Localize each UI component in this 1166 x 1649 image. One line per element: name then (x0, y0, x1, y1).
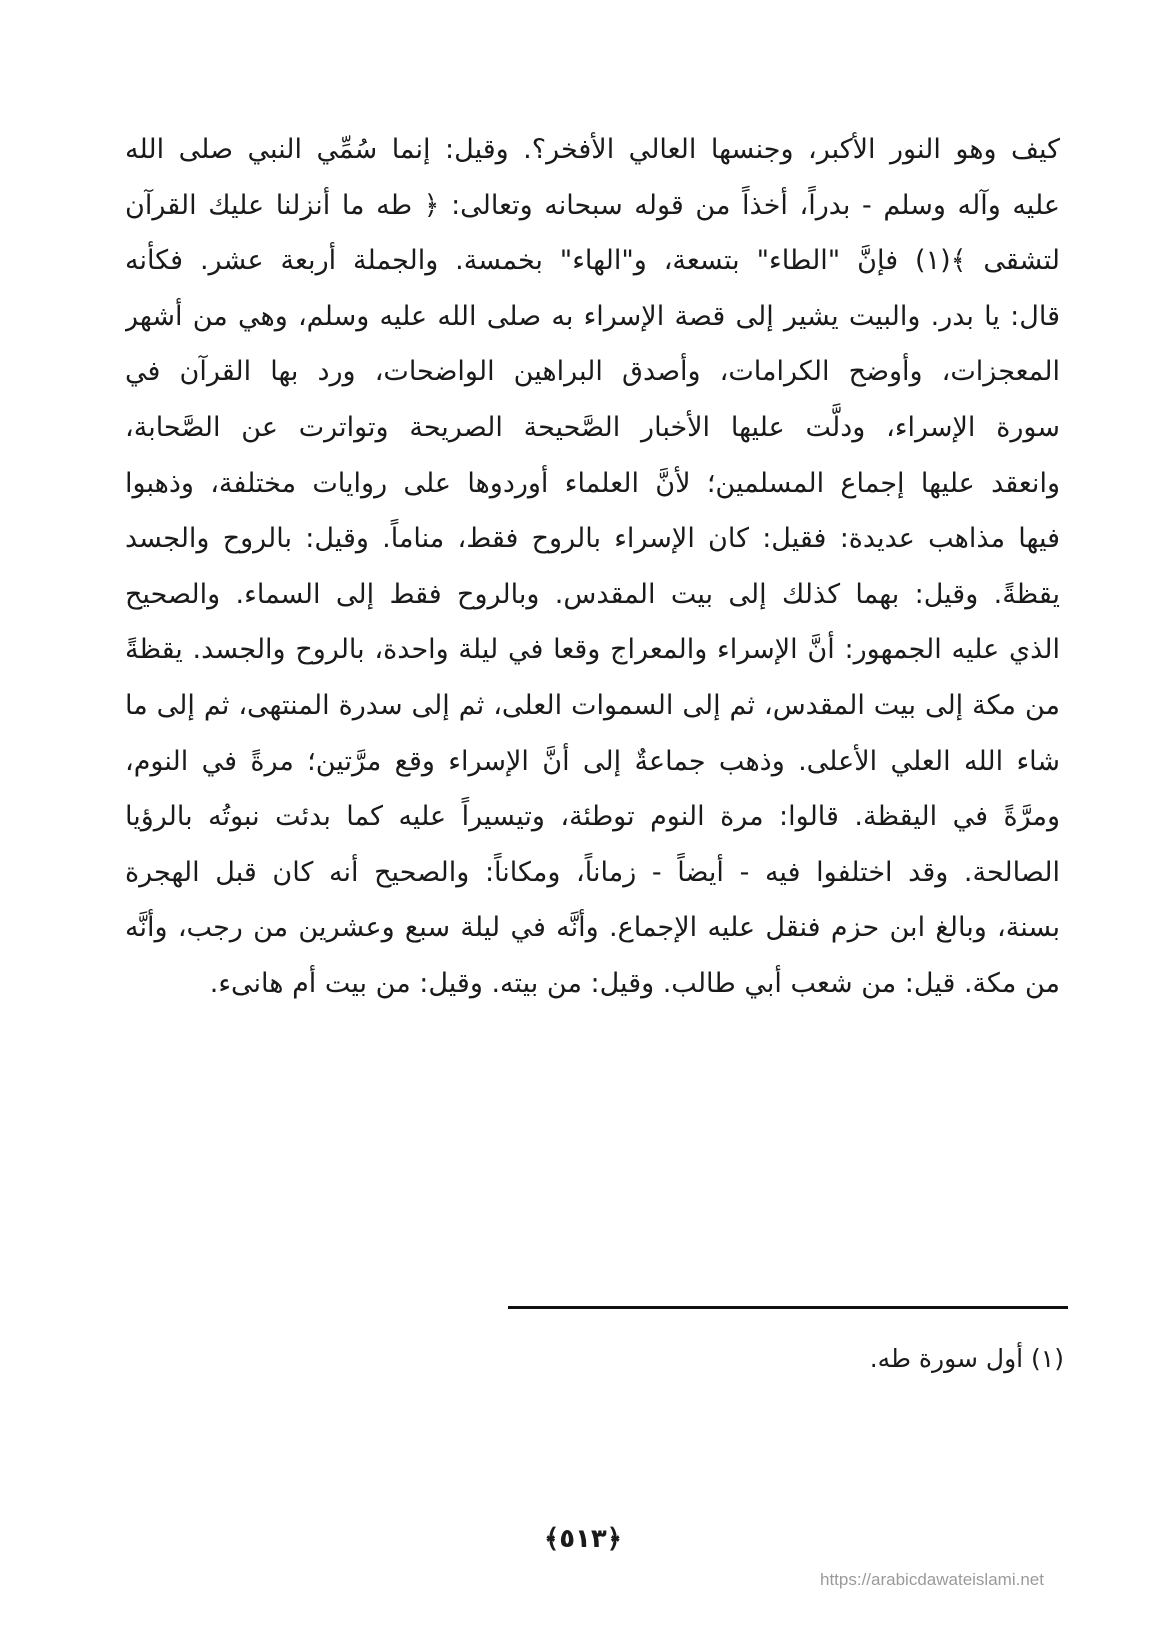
footnote-separator (508, 1306, 1068, 1309)
text-line: شاء الله العلي الأعلى. وذهب جماعةٌ إلى أنَّ الإسراء وقع مرَّتين؛ مرةً في النوم، (125, 745, 1060, 777)
page-number: ﴿٥١٣﴾ (543, 1524, 623, 1554)
text-line: كيف وهو النور الأكبر، وجنسها العالي الأفخر؟. وقيل: إنما سُمِّي النبي صلى الله (125, 134, 1060, 165)
footnote: (١) أول سورة طه. (869, 1344, 1064, 1373)
text-line: سورة الإسراء، ودلَّت عليها الأخبار الصَّحيحة الصريحة وتواترت عن الصَّحابة، (125, 411, 1060, 443)
text-line: لتشقى ﴾(١) فإنَّ "الطاء" بتسعة، و"الهاء" بخمسة. والجملة أربعة عشر. فكأنه (125, 245, 1060, 277)
text-line: من مكة إلى بيت المقدس، ثم إلى السموات العلى، ثم إلى سدرة المنتهى، ثم إلى ما (125, 689, 1060, 721)
text-line: بسنة، وبالغ ابن حزم فنقل عليه الإجماع. وأنَّه في ليلة سبع وعشرين من رجب، وأنَّه (125, 912, 1060, 944)
text-line: الصالحة. وقد اختلفوا فيه - أيضاً - زماناً، ومكاناً: والصحيح أنه كان قبل الهجرة (125, 856, 1060, 888)
text-line: من مكة. قيل: من شعب أبي طالب. وقيل: من بيته. وقيل: من بيت أم هانىء. (209, 967, 1060, 999)
main-text-block (125, 122, 1060, 1012)
text-line: الذي عليه الجمهور: أنَّ الإسراء والمعراج وقعا في ليلة واحدة، بالروح والجسد. يقظةً (125, 634, 1060, 666)
text-line: قال: يا بدر. والبيت يشير إلى قصة الإسراء به صلى الله عليه وسلم، وهي من أشهر (125, 300, 1060, 332)
text-line: وانعقد عليها إجماع المسلمين؛ لأنَّ العلماء أوردوها على روايات مختلفة، وذهبوا (125, 467, 1060, 499)
text-line: فيها مذاهب عديدة: فقيل: كان الإسراء بالروح فقط، مناماً. وقيل: بالروح والجسد (125, 523, 1060, 555)
text-line: المعجزات، وأوضح الكرامات، وأصدق البراهين الواضحات، ورد بها القرآن في (125, 356, 1060, 388)
text-line: ومرَّةً في اليقظة. قالوا: مرة النوم توطئة، وتيسيراً عليه كما بدئت نبوتُه بالرؤيا (125, 801, 1060, 833)
website-watermark: https://arabicdawateislami.net (820, 1570, 1044, 1589)
text-line: عليه وآله وسلم - بدراً، أخذاً من قوله سبحانه وتعالى: ﴿ طه ما أنزلنا عليك القرآن (125, 189, 1060, 221)
text-line: يقظةً. وقيل: بهما كذلك إلى بيت المقدس. وبالروح فقط إلى السماء. والصحيح (125, 578, 1060, 610)
